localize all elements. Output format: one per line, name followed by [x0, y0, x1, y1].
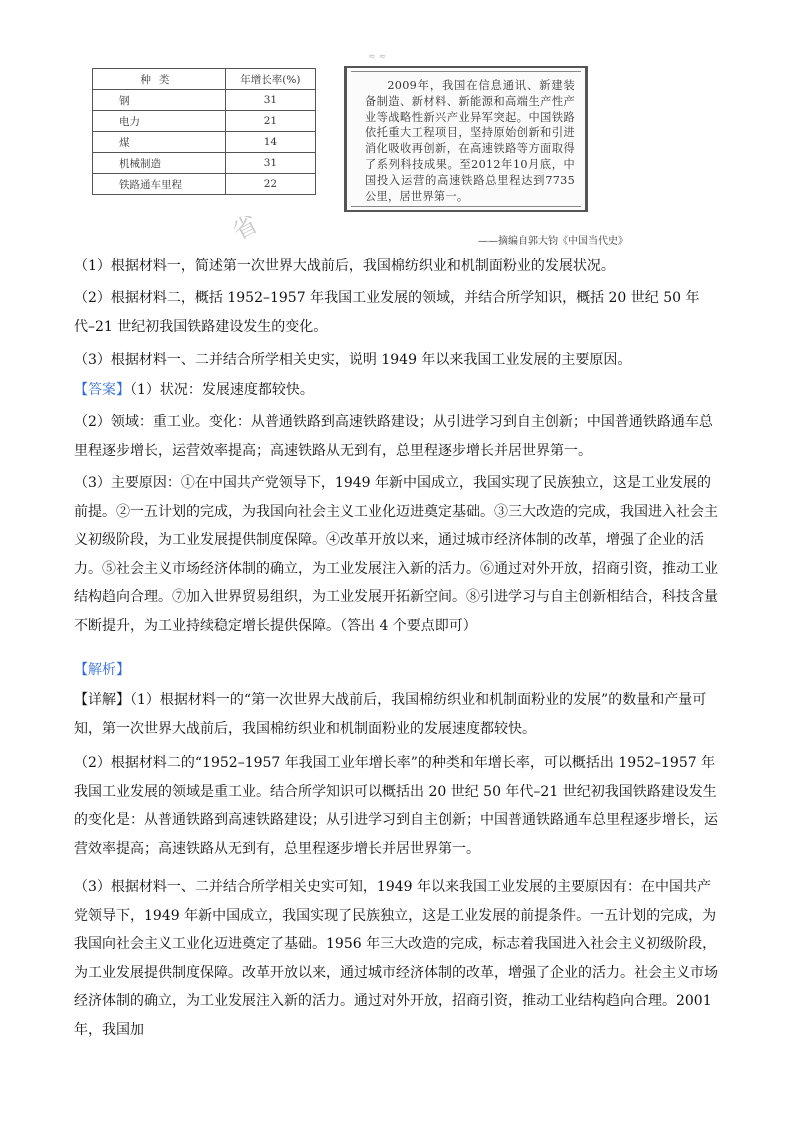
table-cell-rate: 14	[225, 132, 315, 153]
table-row	[93, 111, 316, 132]
industry-growth-table	[92, 68, 316, 195]
detail-3: （3）根据材料一、二并结合所学相关史实可知，1949 年以来我国工业发展的主要原因有：在中国共产党领导下，1949 年新中国成立，我国实现了民族独立，这是工业发展的前提条件。一五计划的完成，为我国向社会主义工业化迈进奠定了基础。1956 年三大改造的完成，标志着我国进入社会主义初级阶段，为工业发展提供制度保障。改革开放以来，通过城市经济体制的改革，增强了企业的活力。社会主义市场经济体制的确立，为工业发展注入新的活力。通过对外开放，招商引资，推动工业结构趋向合理。2001 年，我国加	[74, 879, 718, 1038]
question-2: （2）根据材料二，概括 1952–1957 年我国工业发展的领域，并结合所学知识，概括 20 世纪 50 年代–21 世纪初我国铁路建设发生的变化。	[74, 290, 700, 335]
question-1: （1）根据材料一，简述第一次世界大战前后，我国棉纺织业和机制面粉业的发展状况。	[74, 258, 615, 274]
table-row	[93, 153, 316, 174]
table-cell-rate: 31	[225, 90, 315, 111]
table-cell-kind: 铁路通车里程	[93, 174, 226, 195]
detail-1: （1）根据材料一的“第一次世界大战前后，我国棉纺织业和机制面粉业的发展”的数量和产量可知，第一次世界大战前后，我国棉纺织业和机制面粉业的发展速度都较快。	[74, 692, 707, 737]
detail-1-line	[74, 686, 720, 743]
table-cell-kind: 煤	[93, 132, 226, 153]
table-cell-rate: 21	[225, 111, 315, 132]
table-row	[93, 90, 316, 111]
answer-1-line	[74, 376, 720, 405]
detail-2: （2）根据材料二的“1952–1957 年我国工业年增长率”的种类和年增长率，可以概括出 1952–1957 年我国工业发展的领域是重工业。结合所学知识可以概括出 20 世纪 50 年代–21 世纪初我国铁路建设发生的变化是：从普通铁路到高速铁路建设；从引进学习到自主创新；中国普通铁路通车总里程逐步增长，运营效率提高；高速铁路从无到有，总里程逐步增长并居世界第一。	[74, 755, 718, 857]
table-row	[93, 132, 316, 153]
detail-label: 【详解】	[74, 692, 130, 708]
table-header-row	[93, 69, 316, 90]
answer-1: （1）状况：发展速度都较快。	[130, 382, 314, 398]
watermark: 省	[228, 209, 263, 246]
answer-3: （3）主要原因：①在中国共产党领导下，1949 年新中国成立，我国实现了民族独立，这是工业发展的前提。②一五计划的完成，为我国向社会主义工业化迈进奠定基础。③三大改造的完成，我国进入社会主义初级阶段，为工业发展提供制度保障。④改革开放以来，通过城市经济体制的改革，增强了企业的活力。⑤社会主义市场经济体制的确立，为工业发展注入新的活力。⑥通过对外开放，招商引资，推动工业结构趋向合理。⑦加入世界贸易组织，为工业发展开拓新空间。⑧引进学习与自主创新相结合，科技含量不断提升，为工业持续稳定增长提供保障。（答出 4 个要点即可）	[74, 475, 718, 634]
question-3: （3）根据材料一、二并结合所学相关史实，说明 1949 年以来我国工业发展的主要原因。	[74, 352, 632, 368]
analysis-label: 【解析】	[74, 662, 130, 678]
table-header-rate: 年增长率(%)	[225, 69, 315, 90]
table-cell-kind: 钢	[93, 90, 226, 111]
table-cell-kind: 电力	[93, 111, 226, 132]
material-scroll-text: 2009年，我国在信息通讯、新建装备制造、新材料、新能源和高端生产性产业等战略性新兴产业异军突起。中国铁路依托重大工程项目，坚持原始创新和引进消化吸收再创新，在高速铁路等方面取得了系列科技成果。至2012年10月底，中国投入运营的高速铁路总里程达到7735公里，居世界第一。	[365, 79, 575, 203]
table-header-kind: 种类	[93, 69, 226, 90]
table-cell-kind: 机械制造	[93, 153, 226, 174]
material-scroll-box	[344, 66, 588, 212]
material-source: ——摘编自郭大钧《中国当代史》	[478, 236, 628, 247]
table-cell-rate: 31	[225, 153, 315, 174]
scroll-ornament: ≈ ≈	[368, 52, 386, 62]
analysis-label-line	[74, 656, 720, 685]
answer-2: （2）领域：重工业。变化：从普通铁路到高速铁路建设；从引进学习到自主创新；中国普通铁路通车总里程逐步增长，运营效率提高；高速铁路从无到有，总里程逐步增长并居世界第一。	[74, 414, 713, 459]
table-cell-rate: 22	[225, 174, 315, 195]
answer-label: 【答案】	[74, 382, 130, 398]
table-row	[93, 174, 316, 195]
